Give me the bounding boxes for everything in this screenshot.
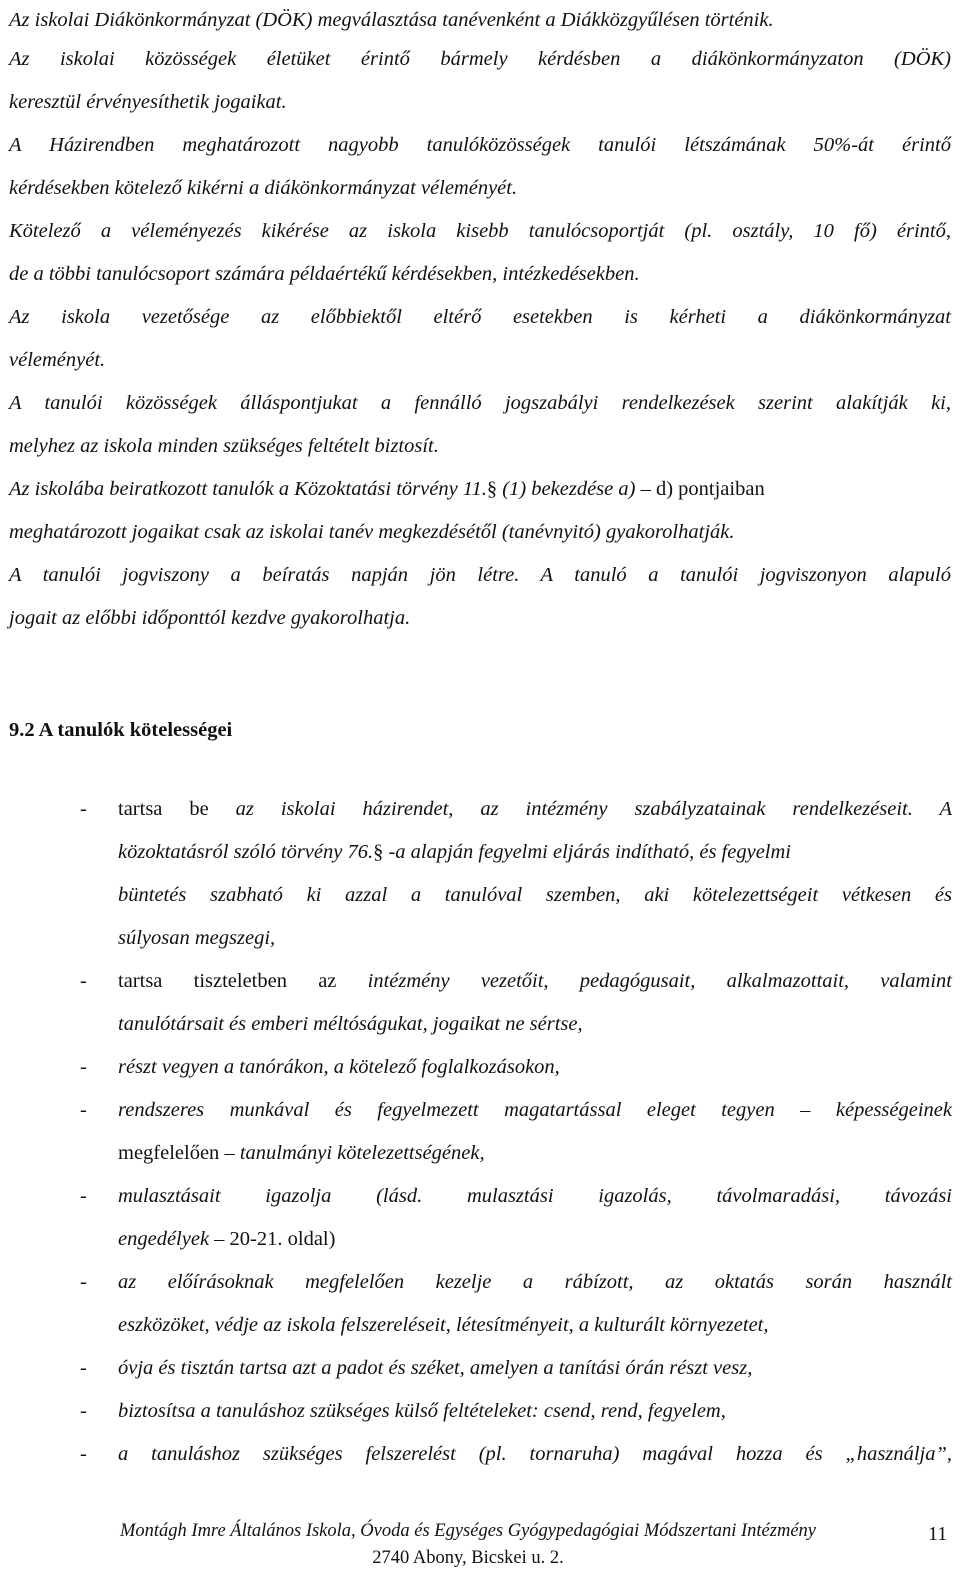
- enrolled-paragraph-ref: (1) bekezdése a): [497, 478, 641, 500]
- list-item-gear: a tanuláshoz szükséges felszerelést (pl. tornaruha) magával hozza és „használja”,: [118, 1443, 952, 1465]
- list-item-house-rules-line3: büntetés szabható ki azzal a tanulóval szemben, aki kötelezettségeit vétkesen és: [118, 884, 952, 906]
- section-sign: §: [486, 478, 498, 500]
- paragraph-legal-relation-line2: jogait az előbbi időponttól kezdve gyakorolhatja.: [9, 607, 411, 629]
- en-dash: –: [640, 478, 651, 500]
- list-item-text: 20-21. oldal): [229, 1228, 336, 1250]
- list-item-conditions: biztosítsa a tanuláshoz szükséges külső feltételeket: csend, rend, fegyelem,: [118, 1400, 726, 1422]
- list-item-text-italic: – tanulmányi kötelezettségének,: [224, 1142, 485, 1164]
- paragraph-enrolled-line2: meghatározott jogaikat csak az iskolai tanév megkezdésétől (tanévnyitó) gyakorolhatják.: [9, 521, 735, 543]
- paragraph-legal-relation-line1: A tanulói jogviszony a beíratás napján jön létre. A tanuló a tanulói jogviszonyon alapuló: [9, 564, 951, 586]
- list-item-attend: részt vegyen a tanórákon, a kötelező foglalkozásokon,: [118, 1056, 560, 1078]
- paragraph-communities-line2: melyhez az iskola minden szükséges feltételt biztosít.: [9, 435, 439, 457]
- law-ref-tail: -a alapján fegyelmi eljárás indítható, és fegyelmi: [383, 841, 791, 863]
- list-item-text-italic: engedélyek –: [118, 1228, 230, 1250]
- list-item-text: megfelelően: [118, 1142, 225, 1164]
- list-dash: -: [80, 1271, 87, 1293]
- paragraph-communities-line1: A tanulói közösségek álláspontjukat a fennálló jogszabályi rendelkezések szerint alakítják ki,: [9, 392, 951, 414]
- list-dash: -: [80, 798, 87, 820]
- paragraph-house-rules-line2: kérdésekben kötelező kikérni a diákönkormányzat véleményét.: [9, 177, 518, 199]
- paragraph-management-line2: véleményét.: [9, 349, 106, 371]
- list-dash: -: [80, 1185, 87, 1207]
- paragraph-opinion-line2: de a többi tanulócsoport számára példaértékű kérdésekben, intézkedésekben.: [9, 263, 640, 285]
- list-dash: -: [80, 1099, 87, 1121]
- list-dash: -: [80, 1357, 87, 1379]
- paragraph-house-rules-line1: A Házirendben meghatározott nagyobb tanulóközösségek tanulói létszámának 50%-át érintő: [9, 134, 951, 156]
- footer-address: 2740 Abony, Bicskei u. 2.: [372, 1548, 564, 1568]
- section-sign: §: [373, 841, 384, 863]
- list-item-text: tartsa be: [118, 798, 236, 820]
- list-dash: -: [80, 1400, 87, 1422]
- law-ref: közoktatásról szóló törvény 76.: [118, 841, 374, 863]
- list-item-work-line2: [118, 1141, 952, 1165]
- list-item-work-line1: rendszeres munkával és fegyelmezett magatartással eleget tegyen – képességeinek: [118, 1099, 952, 1121]
- list-item-respect-line2: tanulótársait és emberi méltóságukat, jogaikat ne sértse,: [118, 1013, 583, 1035]
- list-item-house-rules-line2: [118, 840, 952, 864]
- list-item-text-italic: intézmény vezetőit, pedagógusait, alkalmazottait, valamint: [367, 970, 952, 992]
- list-item-equipment-line2: eszközöket, védje az iskola felszereléseit, létesítményeit, a kulturált környezetet,: [118, 1314, 769, 1336]
- list-dash: -: [80, 1443, 87, 1465]
- paragraph-enrolled-line1: [9, 477, 951, 501]
- paragraph-dok-rights-line2: keresztül érvényesíthetik jogaikat.: [9, 91, 287, 113]
- footer-institution: Montágh Imre Általános Iskola, Óvoda és Egységes Gyógypedagógiai Módszertani Intézmény: [119, 1521, 816, 1541]
- enrolled-text: Az iskolába beiratkozott tanulók a Közoktatási törvény 11.: [9, 478, 487, 500]
- list-item-desk: óvja és tisztán tartsa azt a padot és széket, amelyen a tanítási órán részt vesz,: [118, 1357, 753, 1379]
- list-item-text-italic: az iskolai házirendet, az intézmény szabályzatainak rendelkezéseit. A: [235, 798, 952, 820]
- page-number: 11: [928, 1523, 948, 1545]
- list-dash: -: [80, 970, 87, 992]
- list-item-absence-line2: [118, 1227, 952, 1251]
- list-item-house-rules-line4: súlyosan megszegi,: [118, 927, 276, 949]
- paragraph-management-line1: Az iskola vezetősége az előbbiektől eltérő esetekben is kérheti a diákönkormányzat: [9, 306, 951, 328]
- enrolled-points: d) pontjaiban: [650, 478, 765, 500]
- list-item-text: tartsa tiszteletben az: [118, 970, 368, 992]
- list-dash: -: [80, 1056, 87, 1078]
- section-heading: 9.2 A tanulók kötelességei: [9, 719, 233, 741]
- list-item-house-rules-line1: [118, 797, 952, 821]
- paragraph-opinion-line1: Kötelező a véleményezés kikérése az iskola kisebb tanulócsoportját (pl. osztály, 10 fő) érintő,: [9, 220, 951, 242]
- list-item-respect-line1: [118, 969, 952, 993]
- list-item-equipment-line1: az előírásoknak megfelelően kezelje a rábízott, az oktatás során használt: [118, 1271, 952, 1293]
- paragraph-dok-rights-line1: Az iskolai közösségek életüket érintő bármely kérdésben a diákönkormányzaton (DÖK): [9, 48, 951, 70]
- list-item-absence-line1: mulasztásait igazolja (lásd. mulasztási igazolás, távolmaradási, távozási: [118, 1185, 952, 1207]
- paragraph-dok-election: Az iskolai Diákönkormányzat (DÖK) megválasztása tanévenként a Diákközgyűlésen történik.: [9, 9, 774, 31]
